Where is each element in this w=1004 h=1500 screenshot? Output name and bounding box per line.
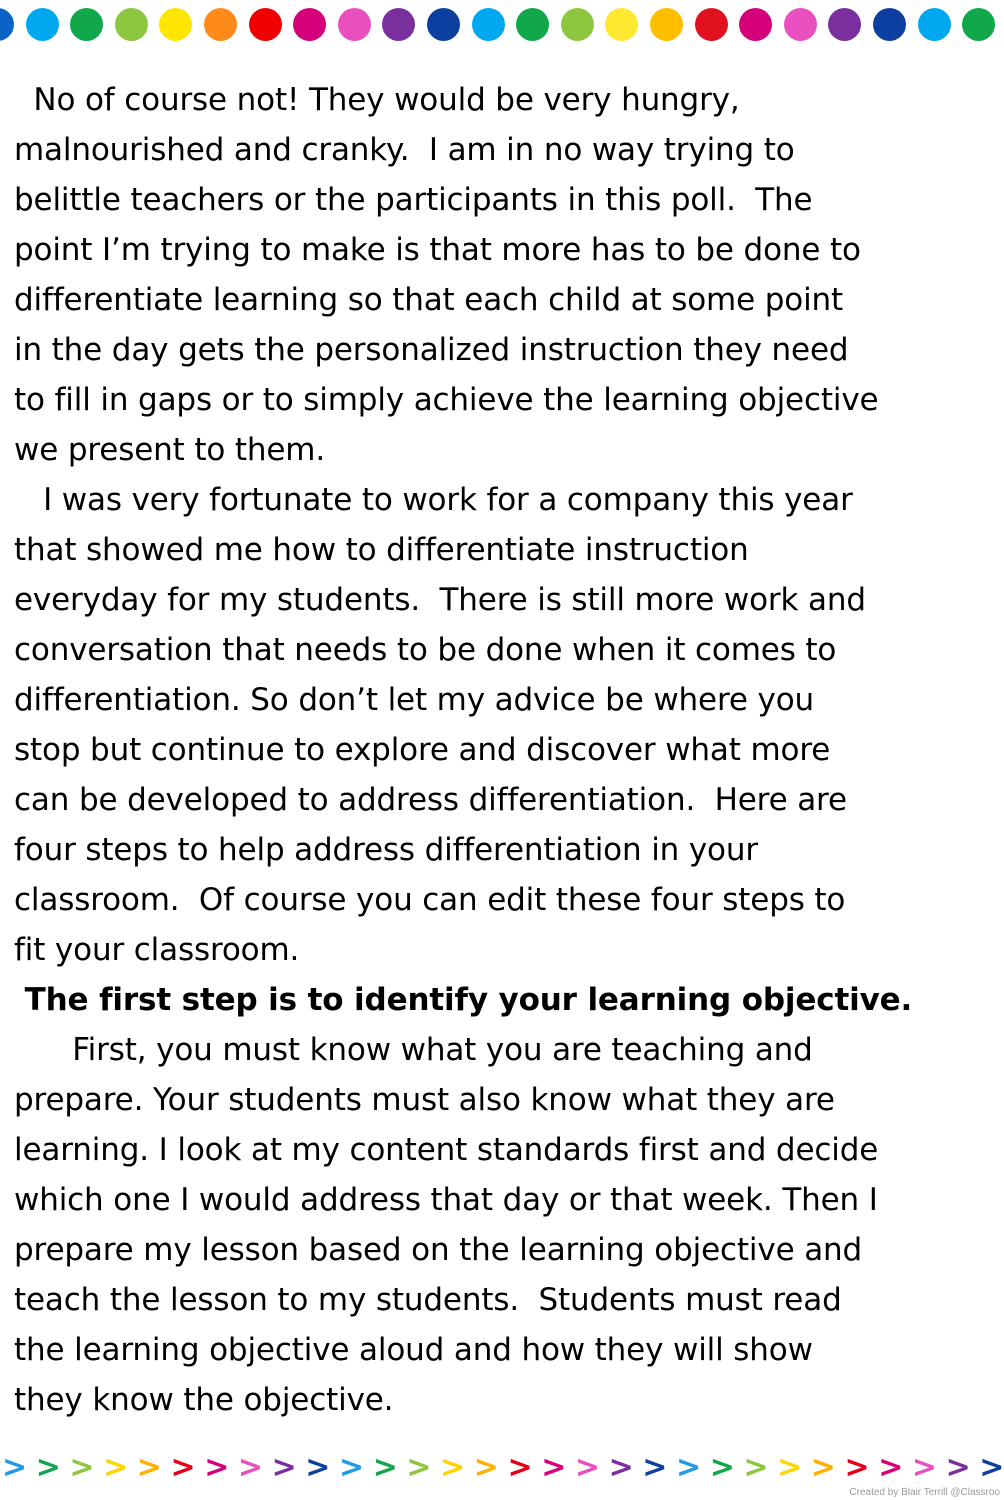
decor-dot [472,8,505,41]
paragraph-line: that showed me how to differentiate instruction [14,532,749,568]
decor-arrow: > [507,1450,533,1485]
decor-dot [873,8,906,41]
paragraph-line: we present to them. [14,432,326,468]
decor-arrow: > [305,1450,331,1485]
decor-dot [828,8,861,41]
paragraph-line: fit your classroom. [14,932,300,968]
paragraph-line: differentiation. So don’t let my advice be where you [14,682,815,718]
decor-dot [159,8,192,41]
decor-arrow: > [339,1450,365,1485]
decor-dot [26,8,59,41]
decor-arrow: > [237,1450,264,1485]
decor-arrow: > [945,1450,971,1485]
dot-border-top [0,0,1000,50]
decor-arrow: > [911,1450,938,1485]
paragraph-line: No of course not! They would be very hungry, [14,82,740,118]
decor-dot [561,8,594,41]
credit-text: Created by Blair Terrill @Classroo [849,1487,1000,1498]
decor-arrow: > [844,1450,870,1485]
decor-dot [516,8,549,41]
decor-dot [605,8,638,41]
decor-dot [382,8,415,41]
decor-arrow: > [743,1450,769,1485]
decor-arrow: > [473,1450,499,1485]
decor-arrow: > [642,1450,668,1485]
decor-dot [338,8,371,41]
decor-arrow: > [2,1450,28,1485]
paragraph-line: in the day gets the personalized instruction they need [14,332,849,368]
paragraph-line: belittle teachers or the participants in this poll. The [14,182,813,218]
paragraph-line: point I’m trying to make is that more has to be done to [14,232,861,268]
decor-arrow: > [406,1450,432,1485]
paragraph-line: the learning objective aloud and how they will show [14,1332,813,1368]
decor-dot [70,8,103,41]
decor-arrow: > [777,1450,803,1485]
decor-dot [918,8,951,41]
paragraph-line: classroom. Of course you can edit these four steps to [14,882,846,918]
decor-dot [784,8,817,41]
step-heading: The first step is to identify your learning objective. [14,982,913,1018]
paragraph-line: to fill in gaps or to simply achieve the learning objective [14,382,879,418]
decor-dot [293,8,326,41]
decor-dot [0,8,14,41]
decor-arrow: > [204,1450,230,1485]
paragraph-line: I was very fortunate to work for a company this year [14,482,853,518]
article-body [14,75,994,1425]
decor-dot [739,8,772,41]
decor-dot [427,8,460,41]
decor-dot [650,8,683,41]
paragraph-line: First, you must know what you are teaching and [14,1032,813,1068]
decor-dot [249,8,282,41]
paragraph-line: teach the lesson to my students. Students must read [14,1282,842,1318]
decor-dot [115,8,148,41]
decor-arrow: > [136,1450,162,1485]
decor-arrow: > [541,1450,567,1485]
decor-arrow: > [709,1450,735,1485]
paragraph-line: stop but continue to explore and discover what more [14,732,831,768]
arrow-border-bottom [0,1448,1004,1488]
decor-arrow: > [676,1450,702,1485]
decor-arrow: > [69,1450,95,1485]
decor-arrow: > [608,1450,634,1485]
decor-arrow: > [170,1450,196,1485]
decor-arrow: > [440,1450,466,1485]
decor-arrow: > [35,1450,61,1485]
paragraph-line: differentiate learning so that each child at some point [14,282,844,318]
decor-arrow: > [810,1450,836,1485]
paragraph-line: malnourished and cranky. I am in no way trying to [14,132,795,168]
decor-arrow: > [878,1450,904,1485]
paragraph-line: everyday for my students. There is still more work and [14,582,866,618]
decor-dot [962,8,995,41]
paragraph-line: learning. I look at my content standards first and decide [14,1132,879,1168]
paragraph-line: conversation that needs to be done when it comes to [14,632,837,668]
paragraph-line: prepare. Your students must also know what they are [14,1082,835,1118]
paragraph-line: four steps to help address differentiation in your [14,832,758,868]
decor-arrow: > [574,1450,601,1485]
decor-arrow: > [271,1450,297,1485]
decor-dot [204,8,237,41]
decor-dot [695,8,728,41]
decor-arrow: > [372,1450,398,1485]
paragraph-line: they know the objective. [14,1382,394,1418]
decor-arrow: > [979,1450,1004,1485]
paragraph-line: can be developed to address differentiation. Here are [14,782,847,818]
paragraph-line: prepare my lesson based on the learning objective and [14,1232,863,1268]
decor-arrow: > [103,1450,129,1485]
paragraph-line: which one I would address that day or that week. Then I [14,1182,878,1218]
